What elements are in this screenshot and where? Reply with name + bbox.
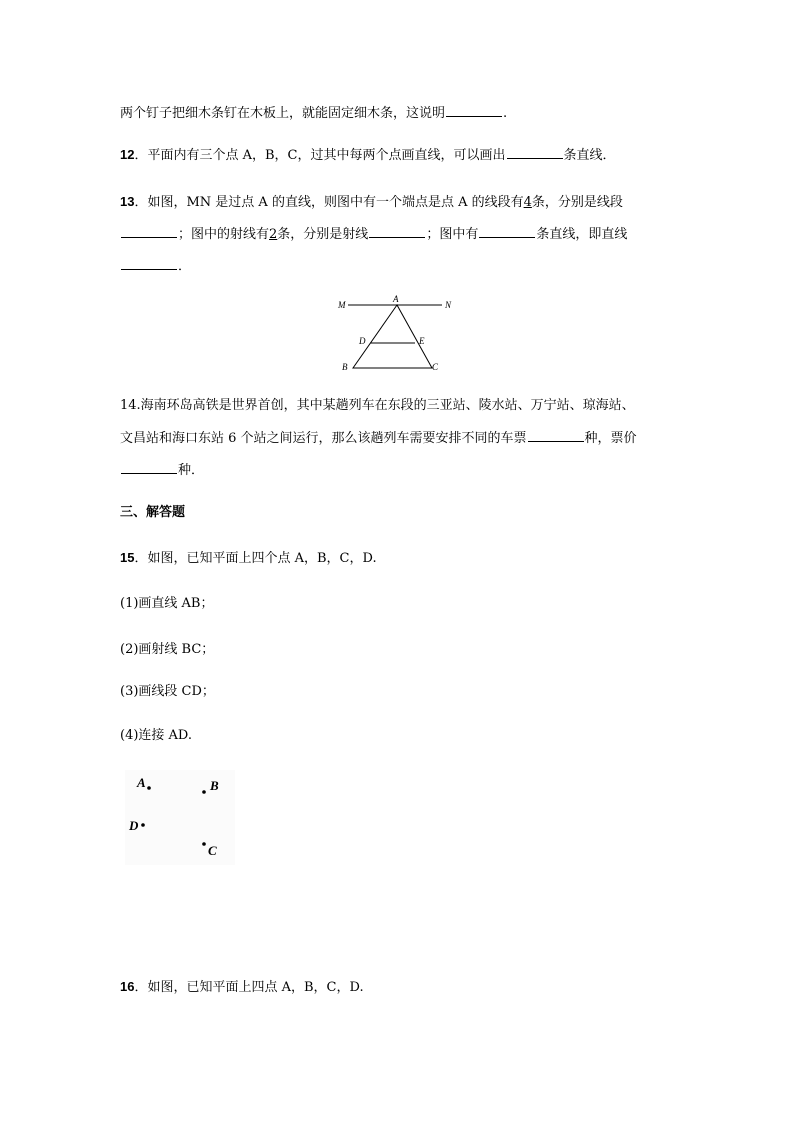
q11-text: 两个钉子把细木条钉在木板上，就能固定细木条，这说明 bbox=[120, 106, 446, 121]
answer-blank[interactable] bbox=[507, 146, 563, 159]
label-a: A bbox=[137, 775, 146, 790]
answer-blank[interactable] bbox=[121, 225, 177, 238]
answer-blank[interactable] bbox=[528, 429, 584, 442]
answer-blank[interactable] bbox=[479, 225, 535, 238]
point-a bbox=[147, 786, 151, 790]
q15-item-1: (1)画直线 AB； bbox=[120, 596, 214, 611]
q15-item-3: (3)画线段 CD； bbox=[120, 684, 215, 699]
q11-line: 两个钉子把细木条钉在木板上，就能固定细木条，这说明 . bbox=[120, 106, 508, 121]
q15-figure bbox=[125, 770, 235, 865]
answer-blank[interactable] bbox=[121, 461, 177, 474]
label-n: N bbox=[445, 300, 452, 310]
label-b: B bbox=[210, 778, 219, 793]
q14-line-3: 种． bbox=[120, 461, 204, 480]
q15-item-4: (4)连接 AD. bbox=[120, 728, 193, 743]
q13-line-2: ；图中的射线有2条，分别是射线 ；图中有 条直线，即直线 bbox=[120, 225, 627, 244]
answer-blank[interactable] bbox=[369, 225, 425, 238]
section-heading: 三、解答题 bbox=[120, 505, 186, 520]
label-d: D bbox=[359, 336, 366, 346]
q13-line-1: 13．如图，MN 是过点 A 的直线，则图中有一个端点是点 A 的线段有4条，分别是线段 bbox=[120, 194, 623, 210]
label-m: M bbox=[338, 300, 346, 310]
q14-line-1 bbox=[120, 397, 635, 415]
q15-item-2: (2)画射线 BC； bbox=[120, 642, 215, 657]
q13-figure bbox=[335, 293, 465, 375]
q12-text: ．平面内有三个点 A，B，C，过其中每两个点画直线，可以画出 bbox=[134, 148, 506, 163]
label-a: A bbox=[393, 294, 399, 304]
question-number: 13 bbox=[120, 194, 135, 209]
point-c bbox=[202, 842, 206, 846]
question-number: 12 bbox=[120, 147, 135, 162]
q14-text: 14.海南环岛高铁是世界首创，其中某趟列车在东段的三亚站、陵水站、万宁站、琼海站、 bbox=[120, 398, 635, 413]
q14-line-2: 文昌站和海口东站 6 个站之间运行，那么该趟列车需要安排不同的车票 种，票价 bbox=[120, 431, 637, 446]
q12-line: 12．平面内有三个点 A，B，C，过其中每两个点画直线，可以画出 条直线． bbox=[120, 147, 616, 163]
label-d: D bbox=[129, 818, 139, 833]
point-d bbox=[141, 823, 145, 827]
filled-answer: 4 bbox=[523, 195, 532, 210]
q15-line: 15．如图，已知平面上四个点 A，B，C，D. bbox=[120, 550, 377, 566]
question-number: 15 bbox=[120, 550, 135, 565]
label-e: E bbox=[419, 336, 425, 346]
label-c: C bbox=[432, 362, 439, 372]
label-c: C bbox=[208, 843, 217, 858]
q13-line-3: ． bbox=[120, 257, 191, 276]
answer-blank[interactable] bbox=[121, 257, 177, 270]
filled-answer: 2 bbox=[269, 227, 278, 242]
q16-line: 16．如图，已知平面上四点 A，B，C，D. bbox=[120, 979, 364, 995]
answer-blank[interactable] bbox=[446, 104, 502, 117]
question-number: 16 bbox=[120, 979, 135, 994]
point-b bbox=[202, 790, 206, 794]
label-b: B bbox=[342, 362, 348, 372]
